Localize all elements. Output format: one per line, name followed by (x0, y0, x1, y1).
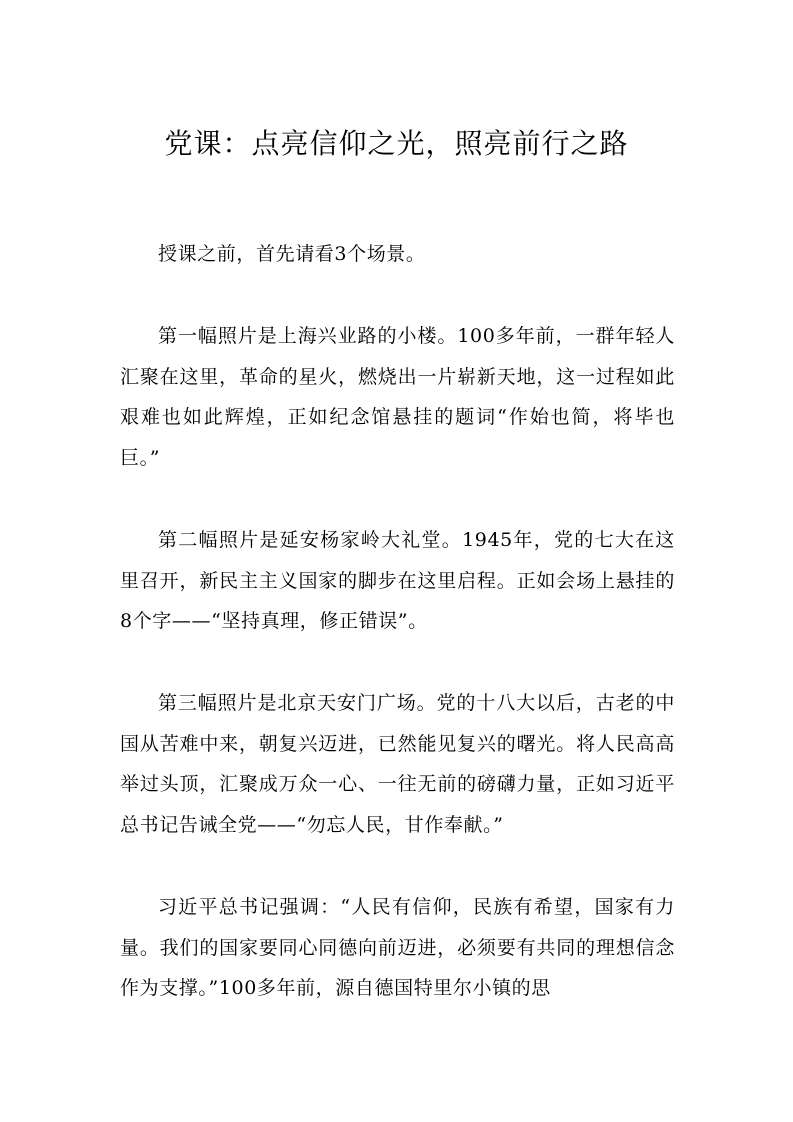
page-title: 党课：点亮信仰之光，照亮前行之路 (164, 127, 629, 160)
paragraph-intro: 授课之前，首先请看3个场景。 (158, 243, 426, 265)
paragraph-scene-three: 第三幅照片是北京天安门广场。党的十八大以后，古老的中国从苦难中来，朝复兴迈进，已然能见复兴的曙光。将人民高高举过头顶，汇聚成万众一心、一往无前的磅礴力量，正如习近平总书记告诫全党——“勿忘人民，甘作奉献。” (120, 692, 675, 836)
paragraph-scene-one: 第一幅照片是上海兴业路的小楼。100多年前，一群年轻人汇聚在这里，革命的星火，燃烧出一片崭新天地，这一过程如此艰难也如此辉煌，正如纪念馆悬挂的题词“作始也简，将毕也巨。” (120, 325, 675, 469)
paragraph-scene-two: 第二幅照片是延安杨家岭大礼堂。1945年，党的七大在这里召开，新民主主义国家的脚步在这里启程。正如会场上悬挂的8个字——“坚持真理，修正错误”。 (120, 529, 675, 632)
paragraph-quote: 习近平总书记强调：“人民有信仰，民族有希望，国家有力量。我们的国家要同心同德向前迈进，必须要有共同的理想信念作为支撑。”100多年前，源自德国特里尔小镇的思 (120, 896, 675, 999)
